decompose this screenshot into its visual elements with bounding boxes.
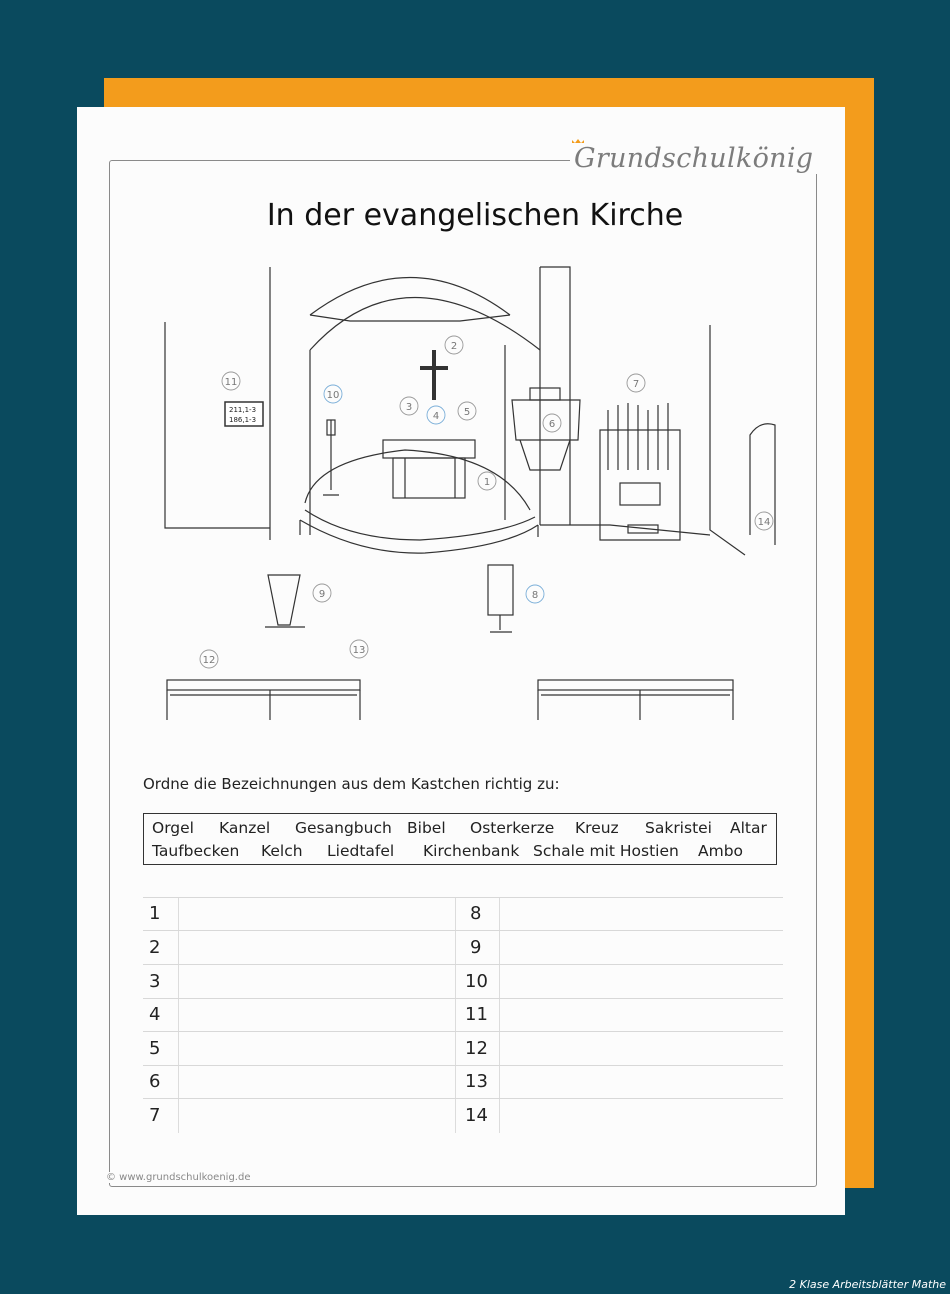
scene-label-2: 2: [450, 341, 458, 352]
answer-row: [143, 1099, 783, 1133]
scene-label-5: 5: [463, 407, 471, 418]
word-orgel: Orgel: [152, 819, 194, 837]
scene-label-14: 14: [757, 517, 771, 528]
answer-number: 8: [470, 903, 482, 924]
word-kreuz: Kreuz: [575, 819, 619, 837]
word-bibel: Bibel: [407, 819, 446, 837]
answer-row: [143, 965, 783, 999]
answer-number: 5: [149, 1038, 161, 1059]
scene-label-9: 9: [318, 589, 326, 600]
copyright-notice: © www.grundschulkoenig.de: [106, 1172, 254, 1183]
answer-number: 14: [465, 1105, 488, 1126]
answer-number: 10: [465, 971, 488, 992]
answer-number: 13: [465, 1071, 488, 1092]
watermark-caption: 2 Klase Arbeitsblätter Mathe: [789, 1278, 946, 1291]
scene-label-10: 10: [326, 390, 340, 401]
word-ambo: Ambo: [698, 842, 744, 860]
answer-number: 1: [149, 903, 161, 924]
church-illustration: [150, 255, 790, 735]
answer-number: 11: [465, 1004, 488, 1025]
answer-number: 7: [149, 1105, 161, 1126]
answer-number: 6: [149, 1071, 161, 1092]
scene-label-3: 3: [405, 402, 413, 413]
answer-row: [143, 897, 783, 931]
answer-row: [143, 998, 783, 1032]
word-schale-mit-hostien: Schale mit Hostien: [533, 842, 679, 860]
scene-label-12: 12: [202, 655, 216, 666]
answer-number: 4: [149, 1004, 161, 1025]
scene-label-11: 11: [224, 377, 238, 388]
scene-label-8: 8: [531, 590, 539, 601]
word-altar: Altar: [730, 819, 767, 837]
answer-row: [143, 1032, 783, 1066]
hymn-board-line2: 186,1-3: [229, 416, 257, 424]
instruction-text: Ordne die Bezeichnungen aus dem Kastchen richtig zu:: [143, 775, 560, 793]
word-kelch: Kelch: [261, 842, 303, 860]
answer-row: [143, 931, 783, 965]
answer-row: [143, 1065, 783, 1099]
answer-number: 12: [465, 1038, 488, 1059]
page-title: In der evangelischen Kirche: [266, 198, 684, 233]
word-kirchenbank: Kirchenbank: [423, 842, 520, 860]
word-liedtafel: Liedtafel: [327, 842, 395, 860]
word-taufbecken: Taufbecken: [152, 842, 240, 860]
scene-label-4: 4: [432, 411, 440, 422]
scene-label-1: 1: [483, 477, 491, 488]
hymn-board-line1: 211,1-3: [229, 406, 257, 414]
answer-number: 9: [470, 937, 482, 958]
scene-label-7: 7: [632, 379, 640, 390]
word-osterkerze: Osterkerze: [470, 819, 555, 837]
word-bank: [143, 813, 777, 865]
word-kanzel: Kanzel: [219, 819, 271, 837]
scene-label-6: 6: [548, 419, 556, 430]
answer-number: 3: [149, 971, 161, 992]
brand-logo: Grundschulkönig: [570, 143, 817, 174]
word-sakristei: Sakristei: [645, 819, 712, 837]
scene-label-13: 13: [352, 645, 366, 656]
word-gesangbuch: Gesangbuch: [295, 819, 392, 837]
answer-number: 2: [149, 937, 161, 958]
